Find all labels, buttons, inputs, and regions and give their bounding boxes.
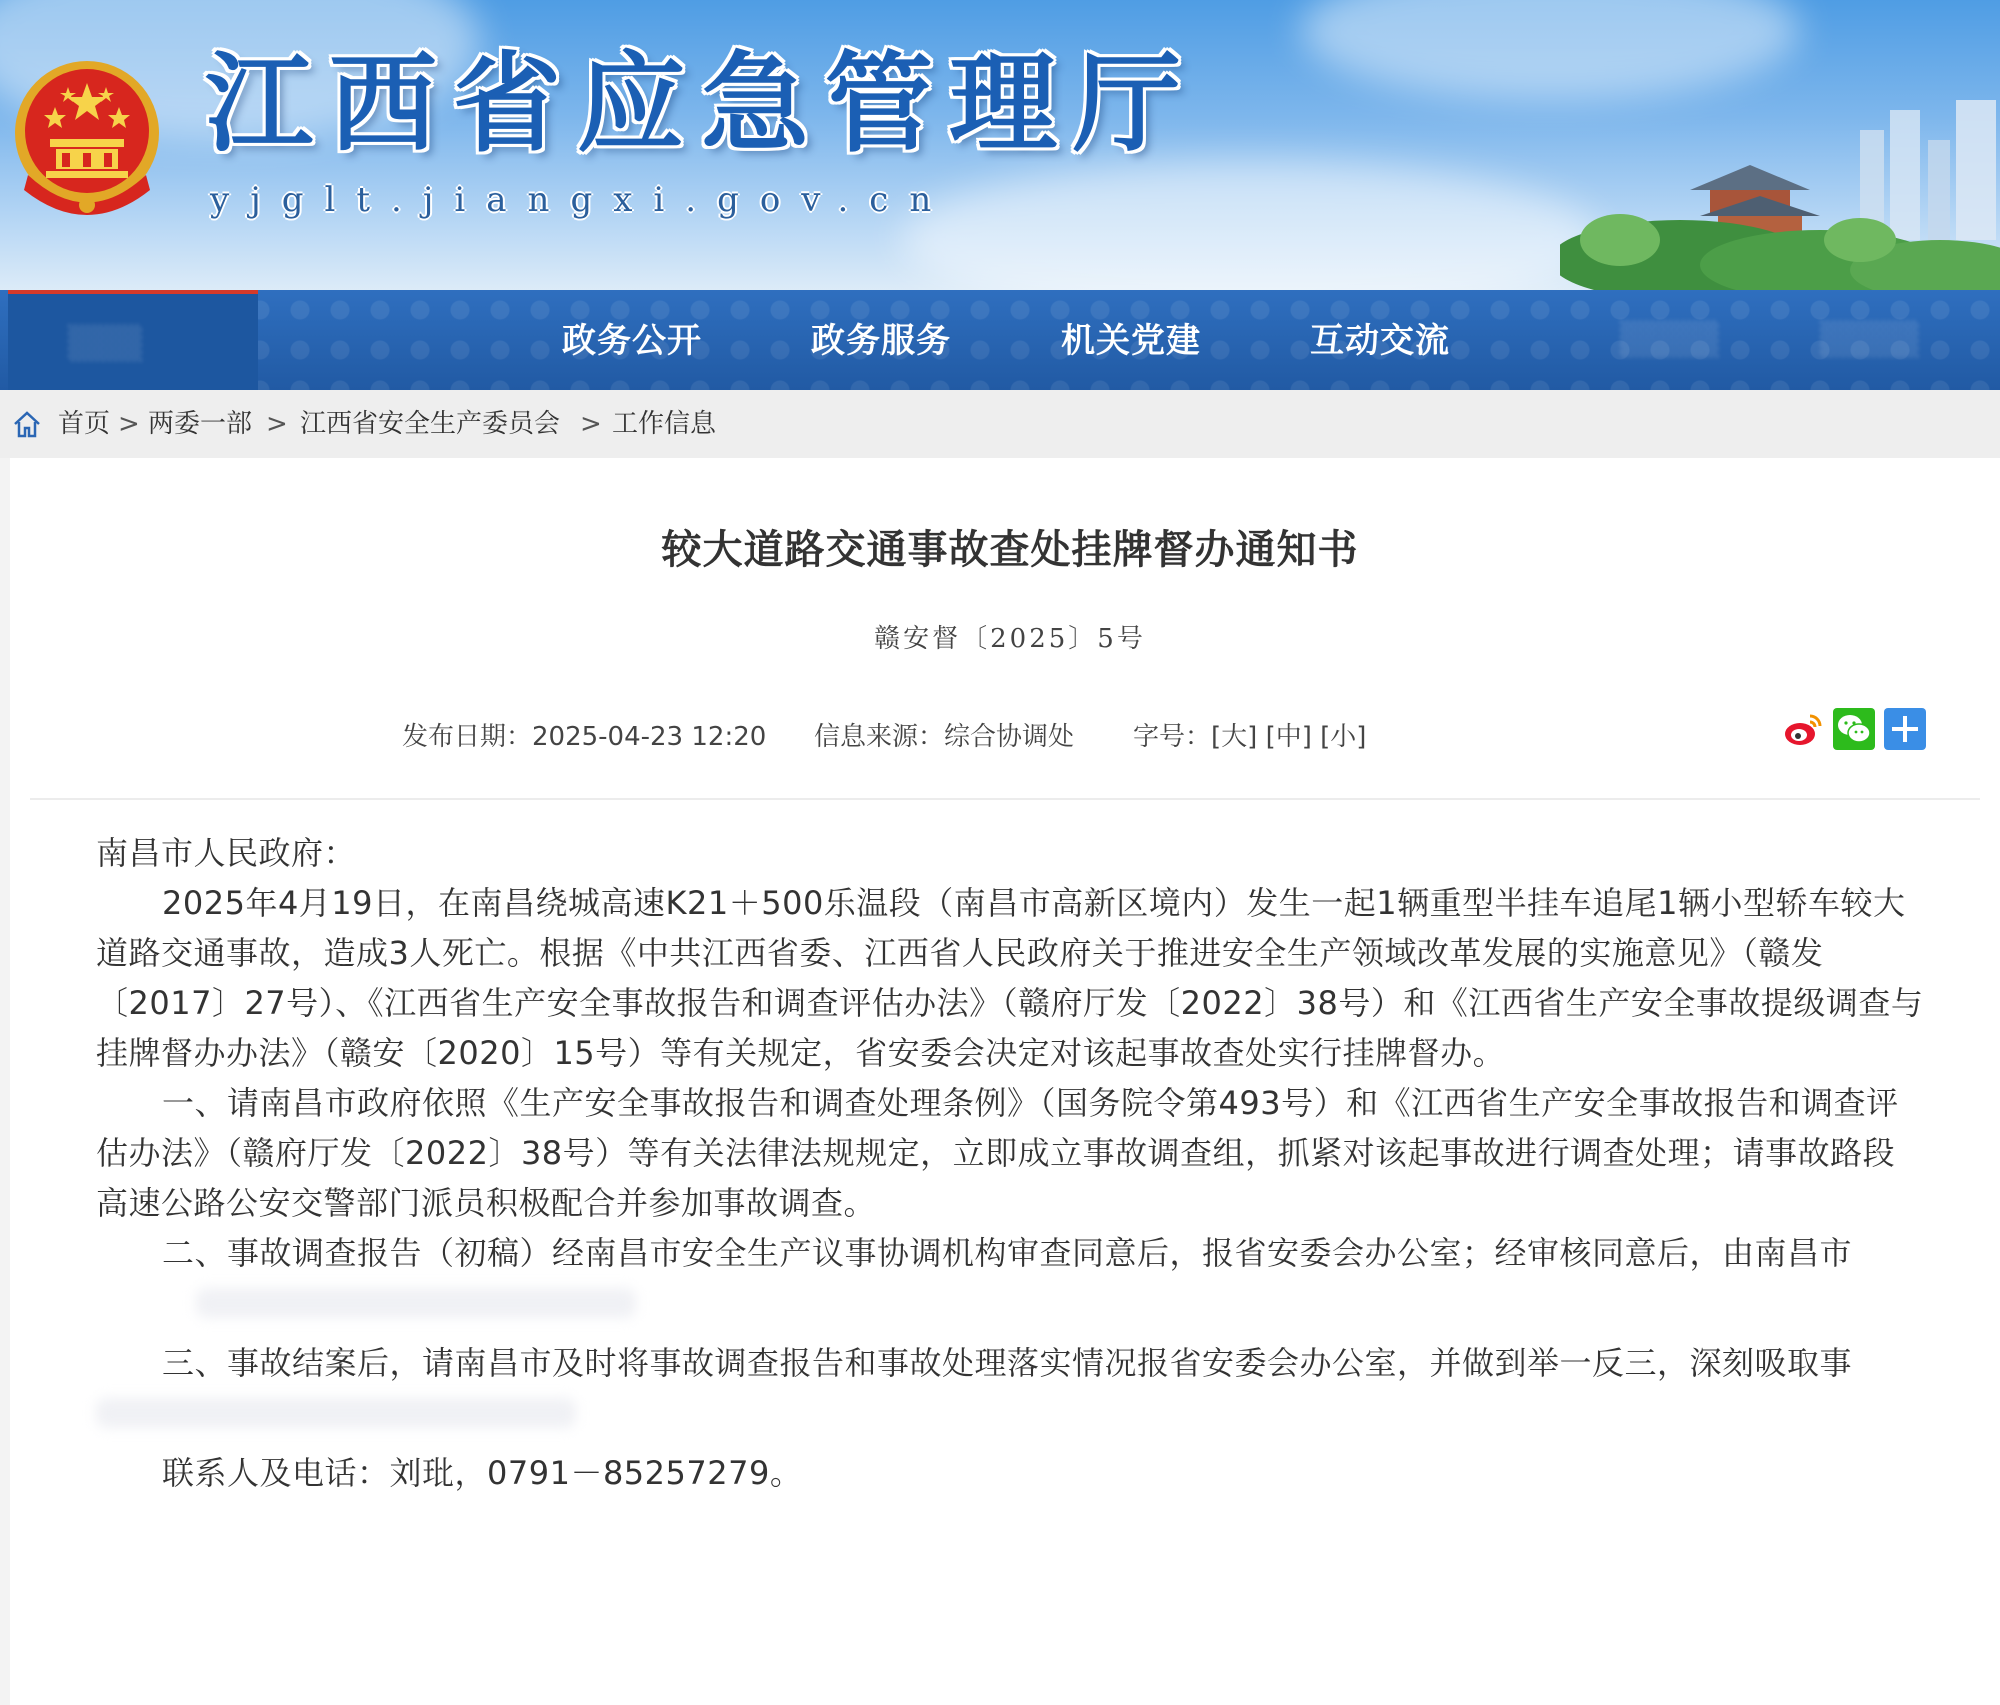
obscured-text-line [96,1288,1926,1338]
article-body [96,828,1926,1498]
breadcrumb-separator: > [118,409,140,439]
meta-divider [30,798,1980,800]
nav-item-government-affairs[interactable]: 政务公开 [562,321,702,361]
wechat-icon[interactable] [1833,708,1875,750]
article-paragraph: 2025年4月19日，在南昌绕城高速K21＋500乐温段（南昌市高新区境内）发生一起1辆重型半挂车追尾1辆小型轿车较大道路交通事故，造成3人死亡。根据《中共江西省委、江西省人民政府关于推进安全生产领域改革发展的实施意见》（赣发〔2017〕27号）、《江西省生产安全事故报告和调查评估办法》（赣府厅发〔2022〕38号）和《江西省生产安全事故提级调查与挂牌督办办法》（赣安〔2020〕15号）等有关规定，省安委会决定对该起事故查处实行挂牌督办。 [96,884,1924,1072]
article-meta-bar [10,708,2000,752]
breadcrumb-separator: > [266,409,288,439]
obscured-text-line [96,1398,1926,1448]
nav-item-government-services[interactable]: 政务服务 [811,321,951,361]
breadcrumb-home[interactable]: 首页 [58,409,111,439]
nav-item-party-building[interactable]: 机关党建 [1061,321,1201,361]
site-banner [0,0,2000,290]
nav-home-blurred-label: ▒▒▒ [68,324,142,362]
home-icon[interactable] [12,410,42,438]
breadcrumb [0,390,2000,458]
font-size-medium-button[interactable]: [中] [1265,722,1312,752]
breadcrumb-safety-committee[interactable]: 江西省安全生产委员会 [300,409,561,439]
nav-home-tab[interactable] [8,290,258,390]
font-size-label: 字号： [1133,722,1212,752]
font-size-large-button[interactable]: [大] [1211,722,1258,752]
breadcrumb-work-info[interactable]: 工作信息 [612,409,717,439]
weibo-icon[interactable] [1782,708,1824,750]
breadcrumb-separator: > [580,409,602,439]
article-paragraph: 三、事故结案后，请南昌市及时将事故调查报告和事故处理落实情况报省安委会办公室，并做到举一反三，深刻吸取事 [162,1344,1853,1382]
publish-date: 发布日期：2025-04-23 12:20 [402,722,767,752]
nav-blurred-label: ▒▒▒▒ [1620,320,1719,358]
city-skyline-illustration [1560,70,2000,290]
article-title: 较大道路交通事故查处挂牌督办通知书 [661,527,1359,573]
breadcrumb-two-committees[interactable]: 两委一部 [148,409,253,439]
nav-blurred-label: ▒▒▒▒ [1820,320,1919,358]
banner-cloud [900,160,1600,290]
contact-info: 联系人及电话：刘玭，0791－85257279。 [162,1454,803,1492]
site-url: yjglt.jiangxi.gov.cn [210,180,953,220]
document-number: 赣安督〔2025〕5号 [874,624,1146,654]
salutation: 南昌市人民政府： [96,834,357,872]
site-title[interactable]: 江西省应急管理厅 [205,42,1198,167]
national-emblem-icon[interactable] [10,55,165,220]
article-paragraph: 一、请南昌市政府依照《生产安全事故报告和调查处理条例》（国务院令第493号）和《江西省生产安全事故报告和调查评估办法》（赣府厅发〔2022〕38号）等有关法律法规规定，立即成立事故调查组，抓紧对该起事故进行调查处理；请事故路段高速公路公安交警部门派员积极配合并参加事故调查。 [96,1084,1899,1222]
article-paragraph: 二、事故调查报告（初稿）经南昌市安全生产议事协调机构审查同意后，报省安委会办公室；经审核同意后，由南昌市 [162,1234,1853,1272]
more-share-icon[interactable] [1884,708,1926,750]
font-size-control [1133,716,1366,753]
main-nav [0,290,2000,390]
nav-item-interaction[interactable]: 互动交流 [1310,321,1450,361]
article-card [10,458,2000,1705]
font-size-small-button[interactable]: [小] [1320,722,1367,752]
info-source: 信息来源：综合协调处 [814,722,1075,752]
